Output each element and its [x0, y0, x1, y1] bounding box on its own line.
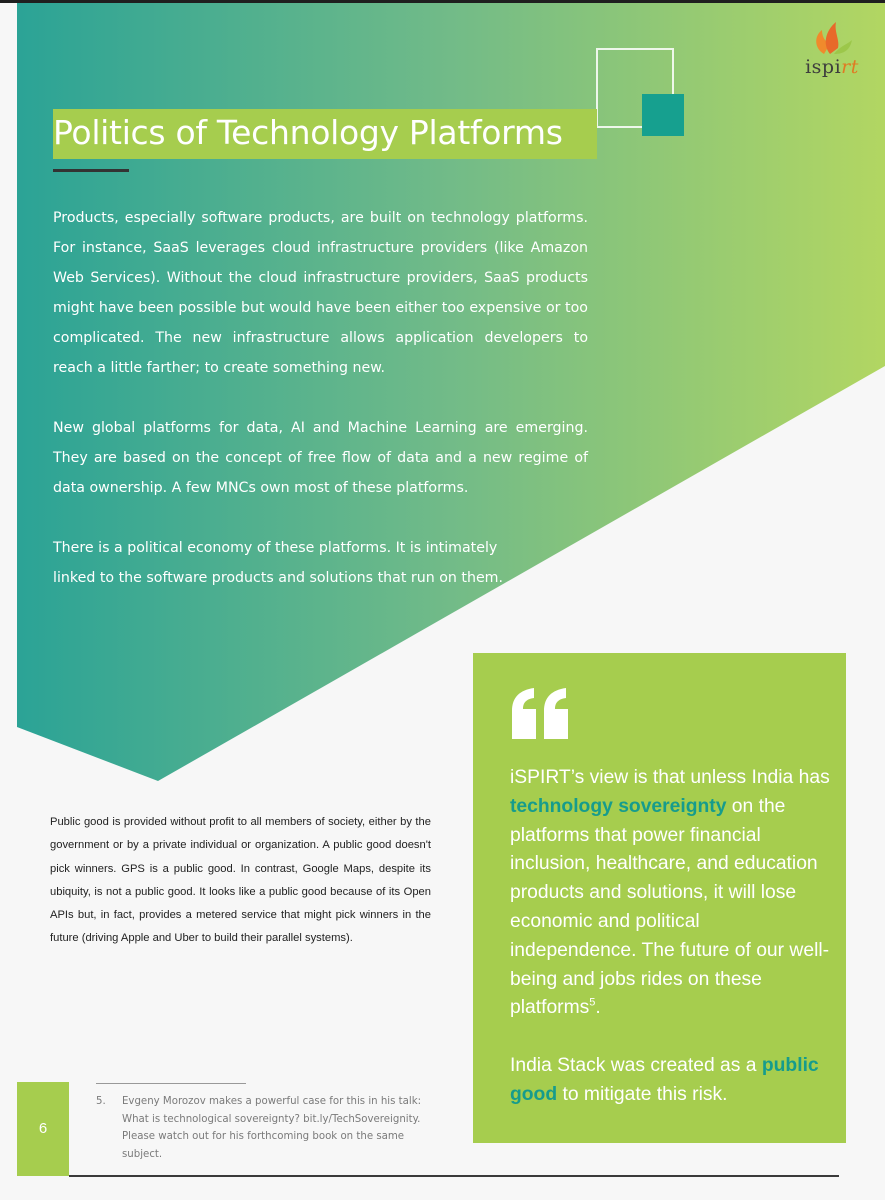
quote-text-run: .	[595, 997, 601, 1019]
footnote	[96, 1093, 441, 1163]
intro-paragraph-2: New global platforms for data, AI and Machine Learning are emerging. They are based on the concept of free flow of data and a new regime of data ownership. A few MNCs own most of these platforms.	[53, 420, 588, 496]
flame-icon	[800, 20, 864, 60]
intro-section	[53, 203, 588, 593]
page-number: 6	[38, 1120, 48, 1137]
bottom-divider	[69, 1175, 839, 1177]
logo-text-main: ispi	[805, 56, 842, 78]
title-underline	[53, 169, 129, 172]
footnote-divider	[96, 1083, 246, 1084]
quote-text-run: to mitigate this risk.	[557, 1083, 728, 1105]
logo-text-accent: rt	[841, 56, 859, 78]
footnote-text: Evgeny Morozov makes a powerful case for this in his talk: What is technological sovereignty? bit.ly/TechSovereignity. Please watch out for his forthcoming book on the same subject.	[122, 1096, 422, 1160]
page-number-box	[17, 1082, 69, 1176]
intro-paragraph-1: Products, especially software products, are built on technology platforms. For instance, SaaS leverages cloud infrastructure providers (like Amazon Web Services). Without the cloud infrastructure providers, SaaS products might have been possible but would have been either too expensive or too complicated. The new infrastructure allows application developers to reach a little farther; to create something new.	[53, 210, 588, 376]
quote-mark-icon	[510, 687, 572, 741]
intro-paragraph-3: There is a political economy of these platforms. It is intimately linked to the software products and solutions that run on them.	[53, 540, 504, 586]
page-top-border	[0, 0, 885, 3]
public-good-paragraph: Public good is provided without profit to all members of society, either by the government or by a private individual or organization. A public good doesn't pick winners. GPS is a public good. In contrast, Google Maps, despite its ubiquity, is not a public good. It looks like a public good because of its Open APIs but, in fact, provides a metered service that might pick winners in the future (driving Apple and Uber to build their parallel systems).	[50, 816, 431, 945]
quote-text-run: on the platforms that power financial inclusion, healthcare, and education products and solutions, it will lose economic and political independence. The future of our well-being and jobs rides on these platforms	[510, 795, 830, 1019]
quote-callout	[473, 653, 846, 1143]
quote-text-run: India Stack was created as a	[510, 1054, 762, 1076]
highlight-public-good: public good	[510, 1054, 819, 1105]
quote-text-run: iSPIRT’s view is that unless India has	[510, 767, 830, 788]
highlight-technology-sovereignty: technology sovereignty	[510, 795, 727, 817]
logo-wordmark	[800, 56, 864, 78]
quote-paragraph-1	[510, 764, 830, 1023]
decorative-teal-square	[642, 94, 684, 136]
page-left-margin	[0, 0, 17, 1200]
footnote-ref: 5	[589, 996, 596, 1009]
quote-paragraph-2	[510, 1052, 830, 1110]
quote-text	[510, 764, 830, 1110]
ispirt-logo	[800, 20, 864, 90]
footnote-number: 5.	[96, 1096, 106, 1107]
page-title: Politics of Technology Platforms	[53, 113, 563, 152]
